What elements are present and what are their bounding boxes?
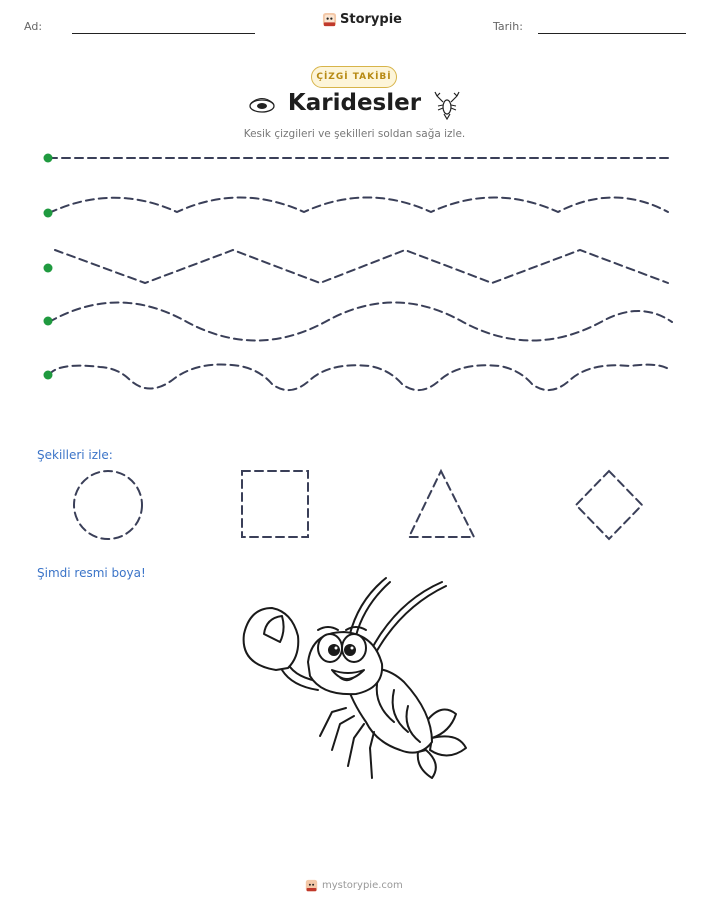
trace-line-wave-1 (49, 198, 668, 214)
storypie-mascot-icon (305, 879, 318, 892)
trace-circle (74, 471, 142, 539)
trace-triangle (409, 471, 474, 537)
start-dot (44, 154, 53, 163)
trace-line-zigzag (55, 250, 668, 283)
date-line[interactable] (538, 33, 686, 34)
name-label: Ad: (24, 20, 43, 33)
trace-line-wave-2 (49, 303, 672, 341)
trace-diamond (576, 471, 642, 539)
start-dot (44, 317, 53, 326)
date-label: Tarih: (493, 20, 523, 33)
page-title: Karidesler (287, 90, 422, 116)
shapes-section-label: Şekilleri izle: (37, 448, 113, 462)
storypie-mascot-icon (322, 12, 337, 27)
name-line[interactable] (72, 33, 255, 34)
start-dot (44, 209, 53, 218)
start-dot (44, 371, 53, 380)
instructions: Kesik çizgileri ve şekilleri soldan sağa izle. (243, 128, 466, 140)
trace-shapes (60, 462, 660, 548)
lobster-icon (433, 90, 461, 120)
brand-name: Storypie (340, 12, 402, 27)
trace-square (242, 471, 308, 537)
trace-line-wave-3 (49, 365, 670, 391)
start-dot (44, 264, 53, 273)
category-badge: ÇİZGİ TAKİBİ (311, 66, 397, 88)
shrimp-coloring-picture (236, 572, 476, 788)
brand-logo (322, 12, 402, 27)
trace-lines (0, 140, 709, 400)
footer-url[interactable]: mystorypie.com (322, 880, 403, 891)
footer (305, 879, 403, 892)
coloring-section-label: Şimdi resmi boya! (37, 566, 146, 580)
